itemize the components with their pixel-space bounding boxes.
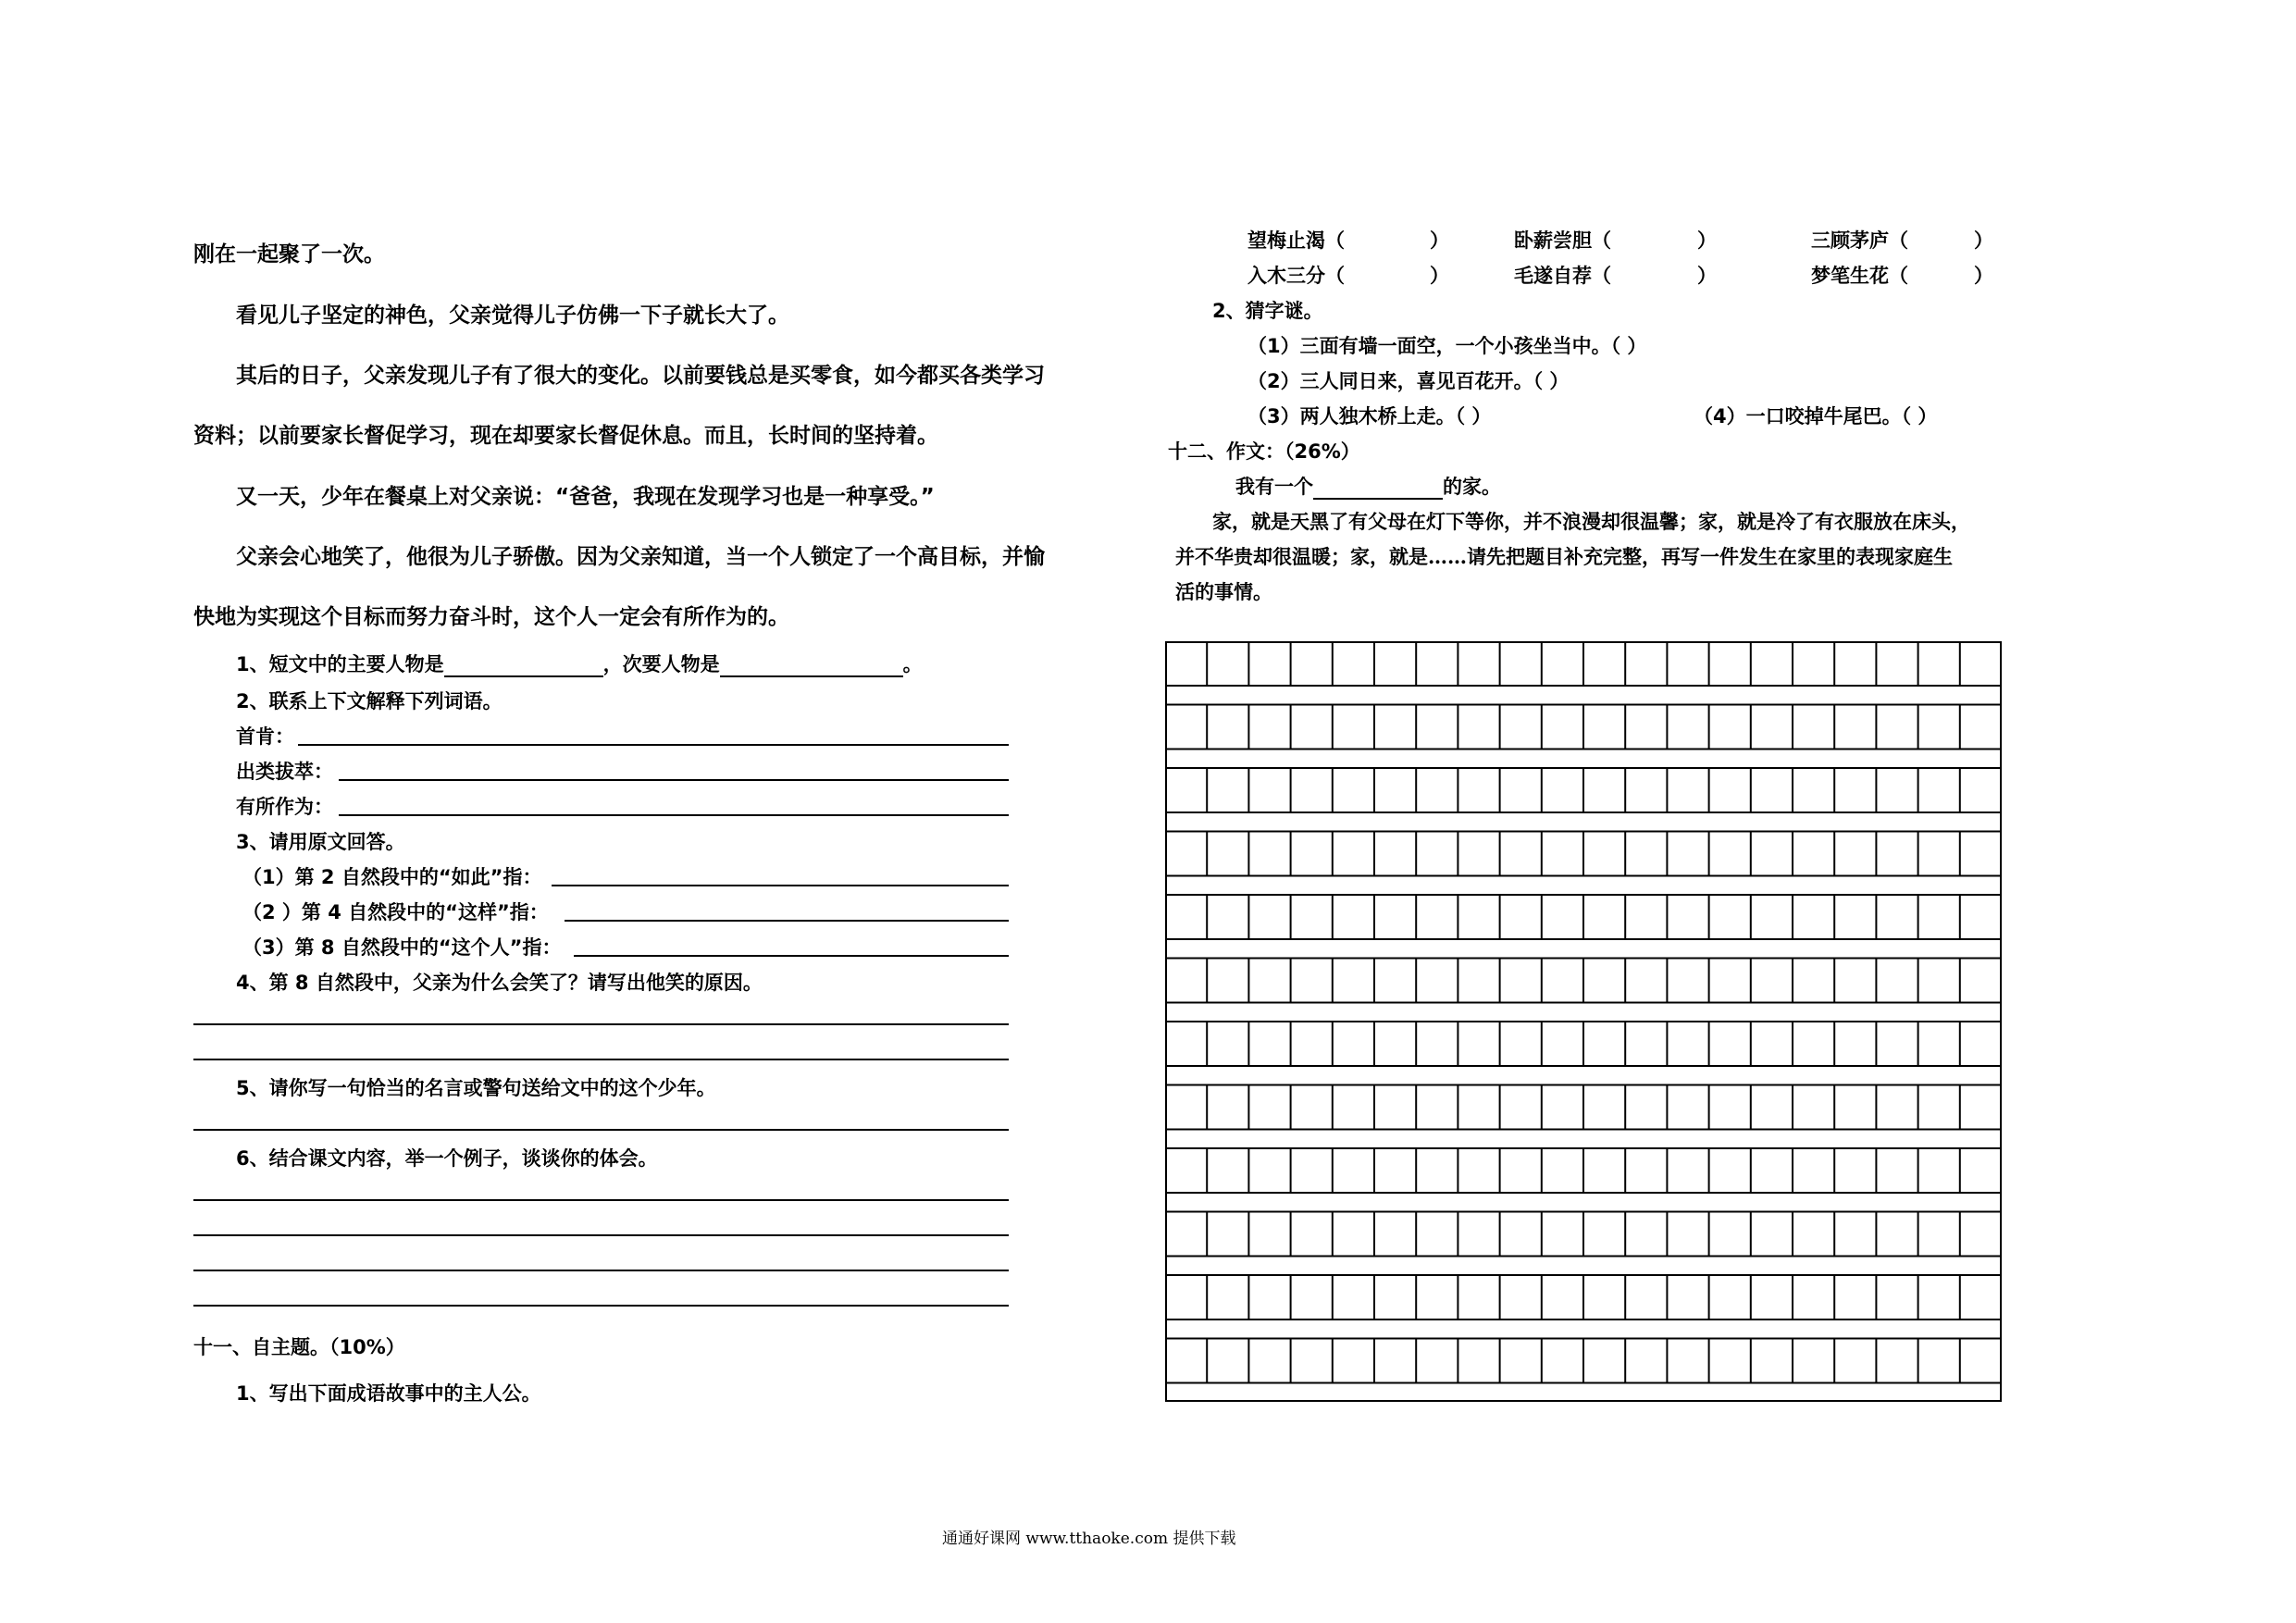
answer-line-q5[interactable] [193, 1129, 1009, 1131]
idiom-2-close: ） [1697, 229, 1717, 252]
question-1-text-b: ，次要人物是 [602, 653, 720, 675]
section-11-question-1: 1、写出下面成语故事中的主人公。 [236, 1382, 541, 1405]
term-label-2: 出类拔萃： [236, 761, 333, 783]
riddle-title: 2、猜字谜。 [1212, 300, 1323, 322]
idiom-5-close: ） [1697, 264, 1717, 287]
essay-prompt-2: 并不华贵却很温暖；家，就是……请先把题目补充完整，再写一件发生在家里的表现家庭生 [1175, 545, 1953, 568]
idiom-6-close: ） [1974, 264, 1993, 287]
answer-line-term-2[interactable] [339, 779, 1009, 781]
idiom-1-close: ） [1430, 229, 1449, 252]
composition-grid[interactable] [1165, 641, 2002, 1402]
section-12-title: 十二、作文：（26%） [1168, 440, 1360, 463]
essay-title-blank[interactable] [1313, 477, 1443, 500]
passage-line-4: 资料；以前要家长督促学习，现在却要家长督促休息。而且，长时间的坚持着。 [193, 424, 938, 448]
passage-line-5: 又一天，少年在餐桌上对父亲说：“爸爸，我现在发现学习也是一种享受。” [236, 485, 935, 509]
question-1-text-c: 。 [902, 653, 923, 675]
footer-credit: 通通好课网 www.tthaoke.com 提供下载 [942, 1530, 1236, 1548]
main-character-blank[interactable] [444, 655, 603, 677]
q3-item-3: （3）第 8 自然段中的“这个人”指： [242, 936, 562, 959]
idiom-3: 三顾茅庐（ [1811, 229, 1908, 252]
idiom-3-close: ） [1974, 229, 1993, 252]
idiom-4: 入木三分（ [1247, 264, 1345, 287]
question-4: 4、第 8 自然段中，父亲为什么会笑了？请写出他笑的原因。 [236, 972, 763, 994]
question-6: 6、结合课文内容，举一个例子，谈谈你的体会。 [236, 1147, 658, 1170]
idiom-2: 卧薪尝胆（ [1514, 229, 1611, 252]
essay-prompt-3: 活的事情。 [1175, 580, 1272, 603]
answer-line-q6-4[interactable] [193, 1305, 1009, 1307]
answer-line-q3-2[interactable] [565, 920, 1009, 922]
answer-line-term-1[interactable] [298, 744, 1009, 746]
idiom-5: 毛遂自荐（ [1514, 264, 1611, 287]
answer-line-q6-3[interactable] [193, 1270, 1009, 1271]
answer-line-q6-2[interactable] [193, 1234, 1009, 1236]
term-label-3: 有所作为： [236, 796, 333, 818]
answer-line-q6-1[interactable] [193, 1199, 1009, 1201]
question-2: 2、联系上下文解释下列词语。 [236, 690, 503, 712]
riddle-2: （2）三人同日来，喜见百花开。（ ） [1247, 370, 1570, 392]
term-label-1: 首肯： [236, 725, 294, 748]
question-1-text-a: 1、短文中的主要人物是 [236, 653, 444, 675]
passage-line-1: 刚在一起聚了一次。 [193, 242, 385, 266]
idiom-6: 梦笔生花（ [1811, 264, 1908, 287]
essay-title-prefix: 我有一个 [1235, 476, 1313, 498]
riddle-4: （4）一口咬掉牛尾巴。（ ） [1694, 405, 1938, 427]
section-11-title: 十一、自主题。（10%） [193, 1336, 405, 1358]
q3-item-2: （2 ）第 4 自然段中的“这样”指： [242, 901, 549, 923]
passage-line-2: 看见儿子坚定的神色，父亲觉得儿子仿佛一下子就长大了。 [236, 304, 789, 328]
answer-line-q3-1[interactable] [552, 885, 1009, 886]
essay-title-line [1235, 472, 1501, 500]
answer-line-q3-3[interactable] [574, 955, 1009, 957]
passage-line-7: 快地为实现这个目标而努力奋斗时，这个人一定会有所作为的。 [193, 605, 789, 629]
q3-item-1: （1）第 2 自然段中的“如此”指： [242, 866, 542, 888]
question-3: 3、请用原文回答。 [236, 831, 405, 853]
idiom-4-close: ） [1430, 264, 1449, 287]
question-5: 5、请你写一句恰当的名言或警句送给文中的这个少年。 [236, 1077, 716, 1099]
passage-line-6: 父亲会心地笑了，他很为儿子骄傲。因为父亲知道，当一个人锁定了一个高目标，并愉 [236, 545, 1045, 569]
passage-line-3: 其后的日子，父亲发现儿子有了很大的变化。以前要钱总是买零食，如今都买各类学习 [236, 364, 1045, 388]
riddle-3: （3）两人独木桥上走。（ ） [1247, 405, 1492, 427]
answer-line-q4-1[interactable] [193, 1023, 1009, 1025]
essay-prompt-1: 家，就是天黑了有父母在灯下等你，并不浪漫却很温馨；家，就是冷了有衣服放在床头， [1212, 510, 1970, 533]
riddle-1: （1）三面有墙一面空，一个小孩坐当中。（ ） [1247, 335, 1647, 357]
secondary-character-blank[interactable] [720, 655, 903, 677]
answer-line-term-3[interactable] [339, 814, 1009, 816]
essay-title-suffix: 的家。 [1443, 476, 1501, 498]
question-1 [236, 650, 923, 677]
idiom-1: 望梅止渴（ [1247, 229, 1345, 252]
answer-line-q4-2[interactable] [193, 1059, 1009, 1060]
